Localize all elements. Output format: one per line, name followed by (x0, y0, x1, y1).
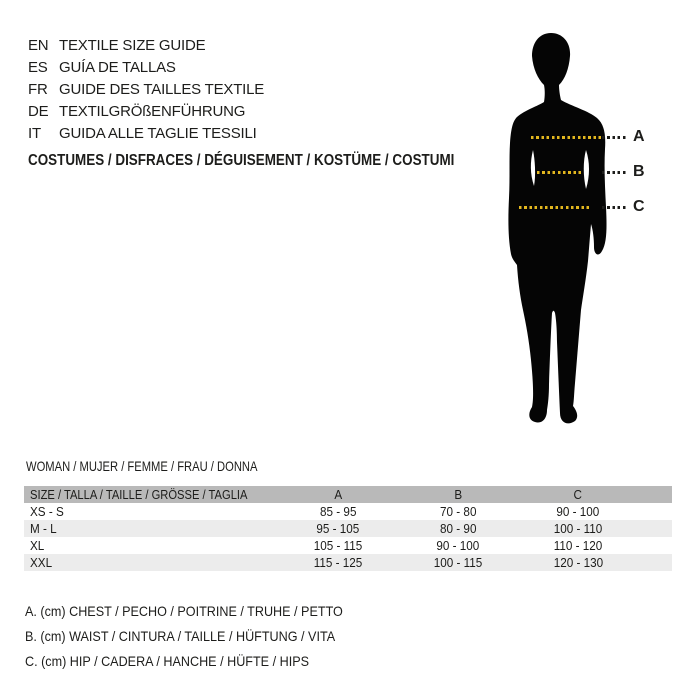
cell-a: 85 - 95 (319, 504, 357, 519)
silhouette-body (508, 33, 606, 423)
legend-waist: B. (cm) WAIST / CINTURA / TAILLE / HÜFTUNG / VITA (25, 628, 336, 644)
cell-a: 95 - 105 (316, 521, 360, 536)
table-row-xs-s (24, 503, 672, 520)
size-table-title: WOMAN / MUJER / FEMME / FRAU / DONNA (26, 458, 258, 474)
language-label: GUÍA DE TALLAS (59, 59, 176, 76)
table-row-m-l (24, 520, 672, 537)
language-code: EN (28, 37, 49, 54)
language-code: FR (28, 81, 48, 98)
hip-measure-line (519, 206, 592, 209)
size-table (24, 486, 672, 571)
cell-c: 90 - 100 (556, 504, 600, 519)
language-label: TEXTILE SIZE GUIDE (59, 37, 206, 54)
language-code: ES (28, 59, 48, 76)
table-row-xl (24, 537, 672, 554)
cell-b: 100 - 115 (433, 555, 483, 570)
cell-size: XS - S (30, 504, 64, 519)
language-row-en (28, 35, 264, 57)
cell-c: 100 - 110 (553, 521, 603, 536)
waist-leader-line (602, 171, 628, 174)
cell-size: XL (30, 538, 45, 553)
cell-size: XXL (30, 555, 53, 570)
table-row-xxl (24, 554, 672, 571)
cell-size: M - L (30, 521, 57, 536)
legend-chest: A. (cm) CHEST / PECHO / POITRINE / TRUHE / PETTO (25, 603, 343, 619)
measure-label-a: A (633, 128, 645, 145)
cell-c: 110 - 120 (553, 538, 603, 553)
cell-a: 105 - 115 (313, 538, 363, 553)
legend-hip: C. (cm) HIP / CADERA / HANCHE / HÜFTE / HIPS (25, 653, 310, 669)
header-cell-c: C (573, 487, 583, 502)
measurement-legend (25, 599, 378, 674)
chest-leader-line (602, 136, 628, 139)
woman-silhouette (480, 28, 640, 432)
language-label: GUIDA ALLE TAGLIE TESSILI (59, 125, 257, 142)
language-label: GUIDE DES TAILLES TEXTILE (59, 81, 265, 98)
language-row-es (28, 57, 264, 79)
header-cell-b: B (454, 487, 462, 502)
cell-b: 90 - 100 (436, 538, 480, 553)
hip-leader-line (602, 206, 628, 209)
language-row-de (28, 101, 264, 123)
cell-c: 120 - 130 (553, 555, 603, 570)
cell-a: 115 - 125 (313, 555, 363, 570)
language-guide-list (28, 35, 264, 145)
language-row-it (28, 123, 264, 145)
category-heading: COSTUMES / DISFRACES / DÉGUISEMENT / KOSTÜME / COSTUMI (28, 152, 455, 169)
cell-b: 70 - 80 (439, 504, 477, 519)
language-code: DE (28, 103, 49, 120)
language-code: IT (28, 125, 41, 142)
measure-label-b: B (633, 163, 645, 180)
measure-label-c: C (633, 198, 645, 215)
language-label: TEXTILGRÖßENFÜHRUNG (59, 103, 246, 120)
chest-measure-line (531, 136, 601, 139)
header-cell-a: A (334, 487, 342, 502)
header-cell-size: SIZE / TALLA / TAILLE / GRÖSSE / TAGLIA (30, 487, 248, 502)
waist-measure-line (537, 171, 581, 174)
language-row-fr (28, 79, 264, 101)
cell-b: 80 - 90 (439, 521, 477, 536)
size-table-header-row (24, 486, 672, 503)
